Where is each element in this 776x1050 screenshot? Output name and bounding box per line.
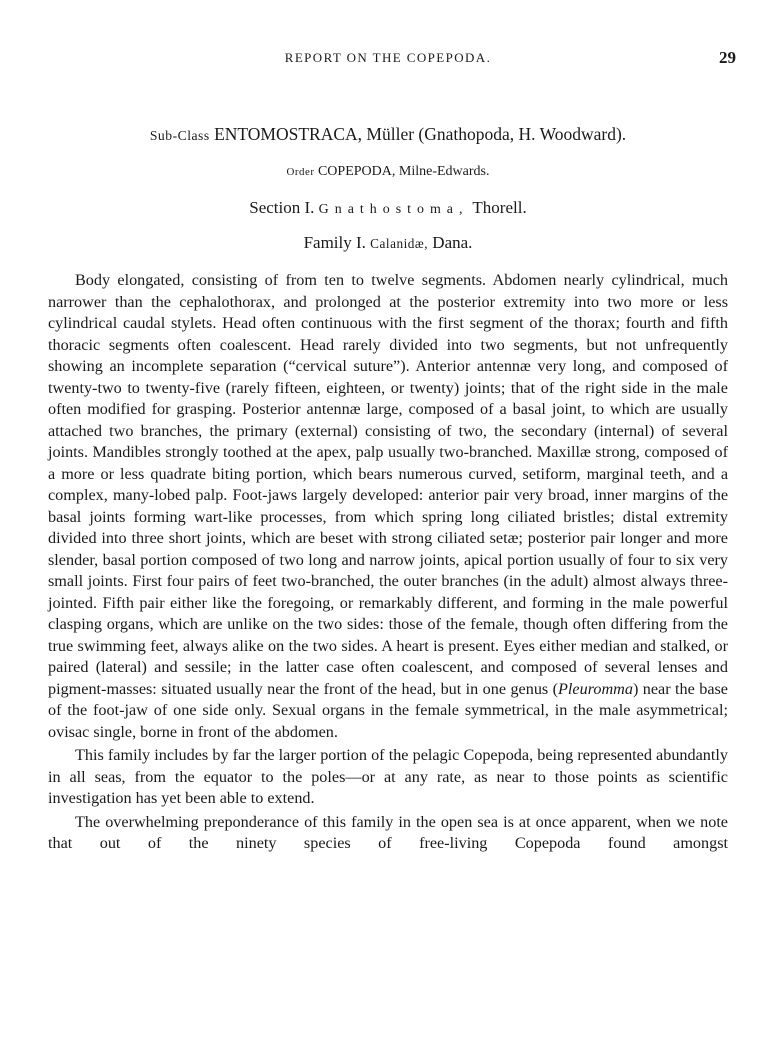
paragraph-preponderance: The overwhelming preponderance of this family in the open sea is at once apparent, when we note that out of the ninety species of free-living Copepoda found amongst <box>48 812 728 852</box>
order-name: COPEPODA, Milne-Edwards. <box>314 164 490 179</box>
section-name: Gnathostoma, <box>318 202 469 217</box>
subclass-heading <box>0 124 776 145</box>
page-number: 29 <box>719 48 736 67</box>
body-text <box>48 270 728 855</box>
section-prefix: Section I. <box>249 198 319 217</box>
subclass-name: ENTOMOSTRACA, <box>214 124 363 144</box>
family-heading <box>0 233 776 253</box>
family-authority: Dana. <box>428 233 473 252</box>
paragraph-description-text-2: ) near the base of the foot-jaw of one side only. Sexual organs in the female symmetrical, in the male asymmetrical; ovisac single, borne in front of the abdomen. <box>48 679 728 741</box>
section-authority: Thorell. <box>468 198 527 217</box>
running-head <box>0 48 776 70</box>
family-prefix: Family I. <box>303 233 371 252</box>
genus-name-italic: Pleuromma <box>558 679 633 698</box>
order-heading <box>0 164 776 180</box>
order-prefix: Order <box>286 166 315 178</box>
section-heading <box>0 198 776 218</box>
subclass-authority: Müller (Gnathopoda, H. Woodward). <box>362 124 627 144</box>
paragraph-description <box>48 270 728 743</box>
paragraph-description-text-1: Body elongated, consisting of from ten to twelve segments. Abdomen nearly cylindrical, much narrower than the cephalothorax, and prolonged at the posterior extremity into two more or less cylindrical caudal stylets. Head often continuous with the first segment of the thorax; fourth and fifth thoracic segments often coalescent. Head rarely divided into two segments, but not unfrequently showing an incomplete separation (“cervical suture”). Anterior antennæ very long, and composed of twenty-two to twenty-five (rarely fifteen, eighteen, or twenty) joints; that of the right side in the male often modified for grasping. Posterior antennæ large, composed of a basal joint, to which are usually attached two branches, the primary (external) consisting of two, the secondary (internal) of several joints. Mandibles strongly toothed at the apex, palp usually two-branched. Maxillæ strong, composed of a more or less quadrate biting portion, which bears numerous curved, setiform, marginal teeth, and a complex, many-lobed palp. Foot-jaws largely developed: anterior pair very broad, inner margins of the basal joints forming wart-like processes, from which spring long ciliated bristles; distal extremity divided into three short joints, which are beset with strong ciliated setæ; posterior pair longer and more slender, basal portion composed of two long and narrow joints, apical portion usually of four to six very small joints. First four pairs of feet two-branched, the outer branches (in the adult) almost always three-jointed. Fifth pair either like the foregoing, or remarkably different, and forming in the male powerful clasping organs, which are unlike on the two sides: those of the female, though often differing from the true swimming feet, always alike on the two sides. A heart is present. Eyes either median and stalked, or paired (lateral) and sessile; in the latter case often coalescent, and composed of several lenses and pigment-masses: situated usually near the front of the head, but in one genus ( <box>48 271 728 698</box>
paragraph-distribution: This family includes by far the larger portion of the pelagic Copepoda, being represented abundantly in all seas, from the equator to the poles—or at any rate, as near to those points as scientific investigation has yet been able to extend. <box>48 746 728 807</box>
running-title: REPORT ON THE COPEPODA. <box>284 50 492 65</box>
subclass-prefix: Sub-Class <box>149 128 210 143</box>
family-name: Calanidæ, <box>370 236 429 251</box>
